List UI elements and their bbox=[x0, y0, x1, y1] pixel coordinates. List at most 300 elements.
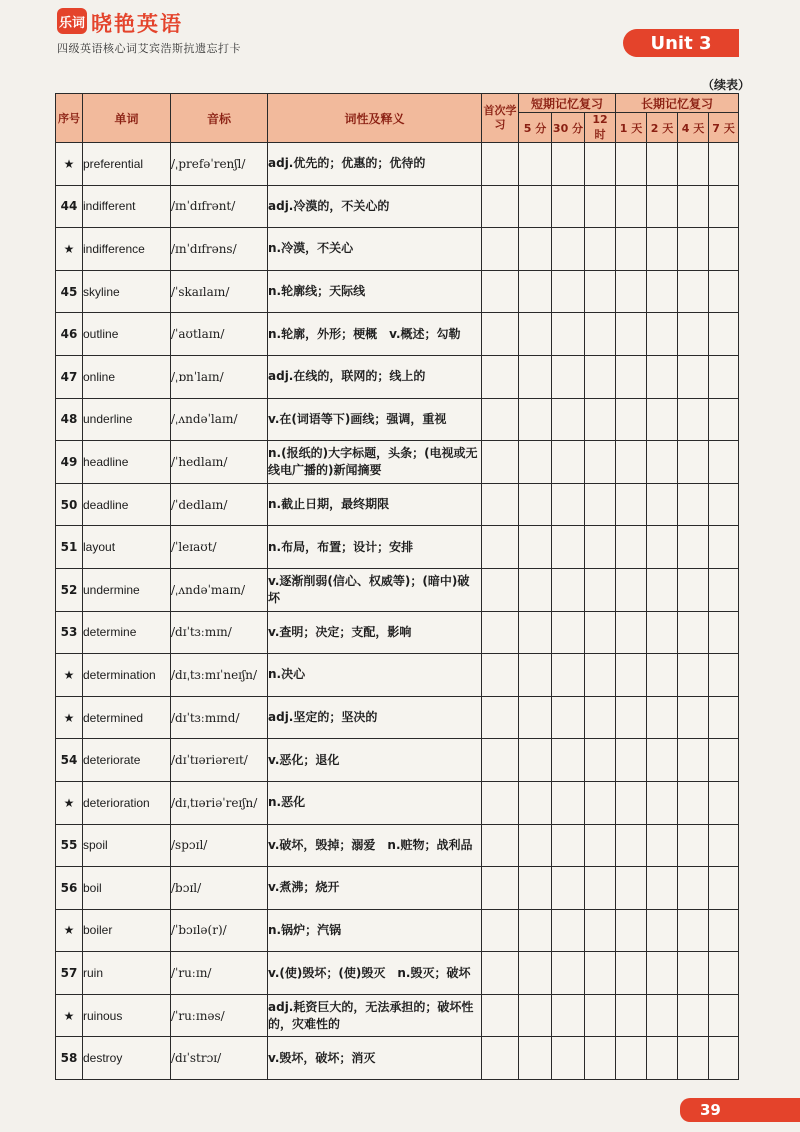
review-checkbox-cell[interactable] bbox=[709, 739, 739, 782]
review-checkbox-cell[interactable] bbox=[552, 143, 585, 186]
row-definition: v.破坏，毁掉；溺爱 n.赃物；战利品 bbox=[268, 824, 482, 867]
review-checkbox-cell[interactable] bbox=[585, 270, 616, 313]
col-header-short-2: 12 时 bbox=[585, 113, 616, 143]
review-checkbox-cell[interactable] bbox=[647, 654, 678, 697]
review-checkbox-cell[interactable] bbox=[647, 739, 678, 782]
review-checkbox-cell[interactable] bbox=[519, 441, 552, 484]
row-definition: v.毁坏，破坏；消灭 bbox=[268, 1037, 482, 1080]
review-checkbox-cell[interactable] bbox=[552, 867, 585, 910]
row-word: underline bbox=[83, 398, 171, 441]
review-checkbox-cell[interactable] bbox=[519, 696, 552, 739]
review-checkbox-cell[interactable] bbox=[585, 143, 616, 186]
review-checkbox-cell[interactable] bbox=[519, 739, 552, 782]
review-checkbox-cell[interactable] bbox=[616, 824, 647, 867]
row-definition: adj.耗资巨大的，无法承担的；破坏性的，灾难性的 bbox=[268, 994, 482, 1037]
review-checkbox-cell[interactable] bbox=[482, 696, 519, 739]
review-checkbox-cell[interactable] bbox=[552, 781, 585, 824]
row-definition: n.轮廓，外形；梗概 v.概述；勾勒 bbox=[268, 313, 482, 356]
review-checkbox-cell[interactable] bbox=[519, 355, 552, 398]
row-word: layout bbox=[83, 526, 171, 569]
review-checkbox-cell[interactable] bbox=[709, 441, 739, 484]
col-header-long-1: 2 天 bbox=[647, 113, 678, 143]
row-definition: v.逐渐削弱(信心、权威等)；(暗中)破坏 bbox=[268, 568, 482, 611]
row-number: ★ bbox=[56, 994, 83, 1037]
review-checkbox-cell[interactable] bbox=[678, 441, 709, 484]
row-definition: n.恶化 bbox=[268, 781, 482, 824]
review-checkbox-cell[interactable] bbox=[709, 867, 739, 910]
row-definition: n.(报纸的)大字标题，头条；(电视或无线电广播的)新闻摘要 bbox=[268, 441, 482, 484]
row-definition: adj.坚定的；坚决的 bbox=[268, 696, 482, 739]
row-definition: v.(使)毁坏；(使)毁灭 n.毁灭；破坏 bbox=[268, 952, 482, 995]
review-checkbox-cell[interactable] bbox=[616, 611, 647, 654]
review-checkbox-cell[interactable] bbox=[585, 526, 616, 569]
col-header-long-review: 长期记忆复习 bbox=[616, 94, 739, 113]
row-number: ★ bbox=[56, 781, 83, 824]
review-checkbox-cell[interactable] bbox=[678, 867, 709, 910]
review-checkbox-cell[interactable] bbox=[678, 526, 709, 569]
review-checkbox-cell[interactable] bbox=[482, 739, 519, 782]
review-checkbox-cell[interactable] bbox=[647, 355, 678, 398]
row-number: 52 bbox=[56, 568, 83, 611]
row-number: ★ bbox=[56, 696, 83, 739]
review-checkbox-cell[interactable] bbox=[519, 143, 552, 186]
row-ipa: /ˌɒnˈlaɪn/ bbox=[171, 355, 268, 398]
review-checkbox-cell[interactable] bbox=[585, 228, 616, 271]
review-checkbox-cell[interactable] bbox=[709, 313, 739, 356]
table-row bbox=[56, 952, 739, 995]
review-checkbox-cell[interactable] bbox=[647, 781, 678, 824]
review-checkbox-cell[interactable] bbox=[709, 909, 739, 952]
row-word: deadline bbox=[83, 483, 171, 526]
review-checkbox-cell[interactable] bbox=[678, 696, 709, 739]
row-number: ★ bbox=[56, 228, 83, 271]
review-checkbox-cell[interactable] bbox=[519, 611, 552, 654]
review-checkbox-cell[interactable] bbox=[519, 781, 552, 824]
row-number: 45 bbox=[56, 270, 83, 313]
review-checkbox-cell[interactable] bbox=[482, 313, 519, 356]
unit-tab: Unit 3 bbox=[623, 29, 739, 57]
row-word: indifferent bbox=[83, 185, 171, 228]
review-checkbox-cell[interactable] bbox=[678, 185, 709, 228]
review-checkbox-cell[interactable] bbox=[647, 143, 678, 186]
review-checkbox-cell[interactable] bbox=[678, 1037, 709, 1080]
review-checkbox-cell[interactable] bbox=[552, 313, 585, 356]
table-row bbox=[56, 824, 739, 867]
review-checkbox-cell[interactable] bbox=[616, 483, 647, 526]
row-number: 51 bbox=[56, 526, 83, 569]
review-checkbox-cell[interactable] bbox=[709, 611, 739, 654]
page-number: 39 bbox=[680, 1098, 800, 1122]
review-checkbox-cell[interactable] bbox=[709, 1037, 739, 1080]
review-checkbox-cell[interactable] bbox=[519, 526, 552, 569]
row-word: determine bbox=[83, 611, 171, 654]
review-checkbox-cell[interactable] bbox=[616, 909, 647, 952]
review-checkbox-cell[interactable] bbox=[519, 824, 552, 867]
row-number: 49 bbox=[56, 441, 83, 484]
review-checkbox-cell[interactable] bbox=[585, 696, 616, 739]
review-checkbox-cell[interactable] bbox=[709, 143, 739, 186]
review-checkbox-cell[interactable] bbox=[585, 867, 616, 910]
review-checkbox-cell[interactable] bbox=[616, 441, 647, 484]
table-row bbox=[56, 483, 739, 526]
row-definition: n.截止日期，最终期限 bbox=[268, 483, 482, 526]
review-checkbox-cell[interactable] bbox=[616, 952, 647, 995]
review-checkbox-cell[interactable] bbox=[585, 568, 616, 611]
review-checkbox-cell[interactable] bbox=[482, 270, 519, 313]
row-ipa: /ˈruːɪn/ bbox=[171, 952, 268, 995]
review-checkbox-cell[interactable] bbox=[585, 952, 616, 995]
review-checkbox-cell[interactable] bbox=[709, 398, 739, 441]
review-checkbox-cell[interactable] bbox=[552, 696, 585, 739]
review-checkbox-cell[interactable] bbox=[482, 824, 519, 867]
review-checkbox-cell[interactable] bbox=[519, 228, 552, 271]
review-checkbox-cell[interactable] bbox=[482, 185, 519, 228]
row-number: 57 bbox=[56, 952, 83, 995]
row-definition: v.查明；决定；支配，影响 bbox=[268, 611, 482, 654]
review-checkbox-cell[interactable] bbox=[482, 781, 519, 824]
review-checkbox-cell[interactable] bbox=[585, 739, 616, 782]
review-checkbox-cell[interactable] bbox=[585, 1037, 616, 1080]
table-row bbox=[56, 526, 739, 569]
review-checkbox-cell[interactable] bbox=[552, 994, 585, 1037]
row-number: ★ bbox=[56, 143, 83, 186]
review-checkbox-cell[interactable] bbox=[678, 952, 709, 995]
row-ipa: /bɔɪl/ bbox=[171, 867, 268, 910]
table-row bbox=[56, 398, 739, 441]
review-checkbox-cell[interactable] bbox=[616, 696, 647, 739]
review-checkbox-cell[interactable] bbox=[647, 228, 678, 271]
review-checkbox-cell[interactable] bbox=[616, 526, 647, 569]
row-ipa: /ɪnˈdɪfrəns/ bbox=[171, 228, 268, 271]
row-definition: v.煮沸；烧开 bbox=[268, 867, 482, 910]
review-checkbox-cell[interactable] bbox=[552, 526, 585, 569]
review-checkbox-cell[interactable] bbox=[482, 526, 519, 569]
review-checkbox-cell[interactable] bbox=[616, 228, 647, 271]
review-checkbox-cell[interactable] bbox=[519, 398, 552, 441]
row-definition: v.在(词语等下)画线；强调，重视 bbox=[268, 398, 482, 441]
review-checkbox-cell[interactable] bbox=[519, 654, 552, 697]
review-checkbox-cell[interactable] bbox=[519, 483, 552, 526]
review-checkbox-cell[interactable] bbox=[519, 313, 552, 356]
review-checkbox-cell[interactable] bbox=[709, 483, 739, 526]
review-checkbox-cell[interactable] bbox=[647, 483, 678, 526]
review-checkbox-cell[interactable] bbox=[709, 824, 739, 867]
review-checkbox-cell[interactable] bbox=[585, 313, 616, 356]
review-checkbox-cell[interactable] bbox=[519, 568, 552, 611]
table-row bbox=[56, 143, 739, 186]
row-ipa: /ˈskaɪlaɪn/ bbox=[171, 270, 268, 313]
review-checkbox-cell[interactable] bbox=[552, 483, 585, 526]
review-checkbox-cell[interactable] bbox=[709, 696, 739, 739]
review-checkbox-cell[interactable] bbox=[552, 909, 585, 952]
row-word: spoil bbox=[83, 824, 171, 867]
col-header-long-0: 1 天 bbox=[616, 113, 647, 143]
row-word: indifference bbox=[83, 228, 171, 271]
col-header-long-3: 7 天 bbox=[709, 113, 739, 143]
table-row bbox=[56, 568, 739, 611]
review-checkbox-cell[interactable] bbox=[616, 781, 647, 824]
table-row bbox=[56, 228, 739, 271]
review-checkbox-cell[interactable] bbox=[647, 185, 678, 228]
review-checkbox-cell[interactable] bbox=[585, 185, 616, 228]
review-checkbox-cell[interactable] bbox=[678, 824, 709, 867]
row-word: deterioration bbox=[83, 781, 171, 824]
table-row bbox=[56, 1037, 739, 1080]
table-row bbox=[56, 441, 739, 484]
table-row bbox=[56, 739, 739, 782]
review-checkbox-cell[interactable] bbox=[647, 526, 678, 569]
review-checkbox-cell[interactable] bbox=[709, 994, 739, 1037]
review-checkbox-cell[interactable] bbox=[552, 185, 585, 228]
row-ipa: /dɪˈtɜːmɪnd/ bbox=[171, 696, 268, 739]
row-ipa: /dɪˌtɪəriəˈreɪʃn/ bbox=[171, 781, 268, 824]
review-checkbox-cell[interactable] bbox=[519, 185, 552, 228]
review-checkbox-cell[interactable] bbox=[647, 994, 678, 1037]
table-row bbox=[56, 909, 739, 952]
review-checkbox-cell[interactable] bbox=[519, 270, 552, 313]
page-header bbox=[55, 6, 785, 55]
row-ipa: /dɪˈtɜːmɪn/ bbox=[171, 611, 268, 654]
col-header-ipa: 音标 bbox=[171, 94, 268, 143]
review-checkbox-cell[interactable] bbox=[552, 398, 585, 441]
row-number: 46 bbox=[56, 313, 83, 356]
review-checkbox-cell[interactable] bbox=[482, 355, 519, 398]
review-checkbox-cell[interactable] bbox=[482, 952, 519, 995]
row-number: 56 bbox=[56, 867, 83, 910]
row-ipa: /ˈruːɪnəs/ bbox=[171, 994, 268, 1037]
row-ipa: /dɪˈtɪəriəreɪt/ bbox=[171, 739, 268, 782]
review-checkbox-cell[interactable] bbox=[647, 313, 678, 356]
review-checkbox-cell[interactable] bbox=[519, 909, 552, 952]
review-checkbox-cell[interactable] bbox=[482, 398, 519, 441]
review-checkbox-cell[interactable] bbox=[552, 654, 585, 697]
col-header-word: 单词 bbox=[83, 94, 171, 143]
col-header-first-study: 首次学习 bbox=[482, 94, 519, 143]
review-checkbox-cell[interactable] bbox=[585, 654, 616, 697]
review-checkbox-cell[interactable] bbox=[482, 568, 519, 611]
row-ipa: /dɪˌtɜːmɪˈneɪʃn/ bbox=[171, 654, 268, 697]
row-word: boil bbox=[83, 867, 171, 910]
review-checkbox-cell[interactable] bbox=[616, 355, 647, 398]
review-checkbox-cell[interactable] bbox=[585, 483, 616, 526]
book-subtitle: 四级英语核心词艾宾浩斯抗遗忘打卡 bbox=[57, 42, 241, 55]
review-checkbox-cell[interactable] bbox=[709, 228, 739, 271]
review-checkbox-cell[interactable] bbox=[585, 441, 616, 484]
review-checkbox-cell[interactable] bbox=[482, 1037, 519, 1080]
review-checkbox-cell[interactable] bbox=[482, 228, 519, 271]
review-checkbox-cell[interactable] bbox=[585, 398, 616, 441]
row-number: ★ bbox=[56, 909, 83, 952]
table-row bbox=[56, 654, 739, 697]
row-ipa: /ˈaʊtlaɪn/ bbox=[171, 313, 268, 356]
review-checkbox-cell[interactable] bbox=[647, 909, 678, 952]
review-checkbox-cell[interactable] bbox=[552, 228, 585, 271]
table-row bbox=[56, 313, 739, 356]
review-checkbox-cell[interactable] bbox=[709, 185, 739, 228]
row-definition: n.布局，布置；设计；安排 bbox=[268, 526, 482, 569]
review-checkbox-cell[interactable] bbox=[647, 824, 678, 867]
review-checkbox-cell[interactable] bbox=[616, 398, 647, 441]
review-checkbox-cell[interactable] bbox=[552, 568, 585, 611]
review-checkbox-cell[interactable] bbox=[482, 143, 519, 186]
review-checkbox-cell[interactable] bbox=[482, 483, 519, 526]
row-ipa: /ˈleɪaʊt/ bbox=[171, 526, 268, 569]
review-checkbox-cell[interactable] bbox=[647, 398, 678, 441]
col-header-short-review: 短期记忆复习 bbox=[519, 94, 616, 113]
row-word: undermine bbox=[83, 568, 171, 611]
row-definition: n.决心 bbox=[268, 654, 482, 697]
review-checkbox-cell[interactable] bbox=[616, 568, 647, 611]
review-checkbox-cell[interactable] bbox=[678, 909, 709, 952]
row-ipa: /ˈdedlaɪn/ bbox=[171, 483, 268, 526]
review-checkbox-cell[interactable] bbox=[585, 824, 616, 867]
review-checkbox-cell[interactable] bbox=[647, 270, 678, 313]
review-checkbox-cell[interactable] bbox=[647, 952, 678, 995]
review-checkbox-cell[interactable] bbox=[585, 909, 616, 952]
review-checkbox-cell[interactable] bbox=[709, 355, 739, 398]
col-header-definition: 词性及释义 bbox=[268, 94, 482, 143]
row-definition: n.轮廓线；天际线 bbox=[268, 270, 482, 313]
review-checkbox-cell[interactable] bbox=[709, 654, 739, 697]
row-word: ruin bbox=[83, 952, 171, 995]
row-number: 53 bbox=[56, 611, 83, 654]
review-checkbox-cell[interactable] bbox=[678, 781, 709, 824]
review-checkbox-cell[interactable] bbox=[585, 611, 616, 654]
row-definition: adj.冷漠的，不关心的 bbox=[268, 185, 482, 228]
col-header-num: 序号 bbox=[56, 94, 83, 143]
review-checkbox-cell[interactable] bbox=[519, 867, 552, 910]
row-number: 55 bbox=[56, 824, 83, 867]
review-checkbox-cell[interactable] bbox=[552, 441, 585, 484]
row-number: 48 bbox=[56, 398, 83, 441]
review-checkbox-cell[interactable] bbox=[678, 611, 709, 654]
review-checkbox-cell[interactable] bbox=[519, 1037, 552, 1080]
row-number: 54 bbox=[56, 739, 83, 782]
review-checkbox-cell[interactable] bbox=[678, 483, 709, 526]
review-checkbox-cell[interactable] bbox=[616, 654, 647, 697]
row-ipa: /ˈbɔɪlə(r)/ bbox=[171, 909, 268, 952]
review-checkbox-cell[interactable] bbox=[585, 994, 616, 1037]
review-checkbox-cell[interactable] bbox=[482, 611, 519, 654]
review-checkbox-cell[interactable] bbox=[709, 568, 739, 611]
review-checkbox-cell[interactable] bbox=[678, 568, 709, 611]
review-checkbox-cell[interactable] bbox=[616, 739, 647, 782]
row-word: destroy bbox=[83, 1037, 171, 1080]
table-continued-note: （续表） bbox=[701, 78, 750, 92]
row-number: 44 bbox=[56, 185, 83, 228]
review-checkbox-cell[interactable] bbox=[647, 441, 678, 484]
brand-logo: 乐词 bbox=[57, 8, 87, 34]
row-word: determination bbox=[83, 654, 171, 697]
row-definition: v.恶化；退化 bbox=[268, 739, 482, 782]
row-ipa: /ˌʌndəˈmaɪn/ bbox=[171, 568, 268, 611]
row-definition: adj.在线的，联网的；线上的 bbox=[268, 355, 482, 398]
row-word: deteriorate bbox=[83, 739, 171, 782]
review-checkbox-cell[interactable] bbox=[482, 994, 519, 1037]
review-checkbox-cell[interactable] bbox=[552, 739, 585, 782]
review-checkbox-cell[interactable] bbox=[678, 994, 709, 1037]
table-row bbox=[56, 994, 739, 1037]
review-checkbox-cell[interactable] bbox=[482, 654, 519, 697]
review-checkbox-cell[interactable] bbox=[678, 654, 709, 697]
review-checkbox-cell[interactable] bbox=[616, 994, 647, 1037]
row-word: ruinous bbox=[83, 994, 171, 1037]
review-checkbox-cell[interactable] bbox=[616, 185, 647, 228]
review-checkbox-cell[interactable] bbox=[552, 270, 585, 313]
review-checkbox-cell[interactable] bbox=[647, 568, 678, 611]
table-row bbox=[56, 611, 739, 654]
review-checkbox-cell[interactable] bbox=[647, 867, 678, 910]
review-checkbox-cell[interactable] bbox=[678, 313, 709, 356]
review-checkbox-cell[interactable] bbox=[585, 781, 616, 824]
review-checkbox-cell[interactable] bbox=[552, 611, 585, 654]
review-checkbox-cell[interactable] bbox=[678, 398, 709, 441]
review-checkbox-cell[interactable] bbox=[552, 952, 585, 995]
review-checkbox-cell[interactable] bbox=[709, 270, 739, 313]
row-definition: n.冷漠，不关心 bbox=[268, 228, 482, 271]
review-checkbox-cell[interactable] bbox=[482, 867, 519, 910]
review-checkbox-cell[interactable] bbox=[616, 313, 647, 356]
row-word: determined bbox=[83, 696, 171, 739]
table-row bbox=[56, 867, 739, 910]
review-checkbox-cell[interactable] bbox=[552, 355, 585, 398]
review-checkbox-cell[interactable] bbox=[519, 952, 552, 995]
row-number: 50 bbox=[56, 483, 83, 526]
review-checkbox-cell[interactable] bbox=[519, 994, 552, 1037]
review-checkbox-cell[interactable] bbox=[482, 441, 519, 484]
row-ipa: /ˌʌndəˈlaɪn/ bbox=[171, 398, 268, 441]
row-word: preferential bbox=[83, 143, 171, 186]
review-checkbox-cell[interactable] bbox=[678, 355, 709, 398]
review-checkbox-cell[interactable] bbox=[678, 143, 709, 186]
row-word: online bbox=[83, 355, 171, 398]
row-word: outline bbox=[83, 313, 171, 356]
review-checkbox-cell[interactable] bbox=[678, 270, 709, 313]
review-checkbox-cell[interactable] bbox=[709, 952, 739, 995]
row-word: headline bbox=[83, 441, 171, 484]
review-checkbox-cell[interactable] bbox=[616, 1037, 647, 1080]
review-checkbox-cell[interactable] bbox=[616, 867, 647, 910]
review-checkbox-cell[interactable] bbox=[678, 228, 709, 271]
table-row bbox=[56, 355, 739, 398]
review-checkbox-cell[interactable] bbox=[552, 1037, 585, 1080]
row-number: 47 bbox=[56, 355, 83, 398]
row-word: boiler bbox=[83, 909, 171, 952]
row-definition: n.锅炉；汽锅 bbox=[268, 909, 482, 952]
review-checkbox-cell[interactable] bbox=[482, 909, 519, 952]
row-ipa: /ˈhedlaɪn/ bbox=[171, 441, 268, 484]
col-header-short-1: 30 分 bbox=[552, 113, 585, 143]
review-checkbox-cell[interactable] bbox=[678, 739, 709, 782]
row-ipa: /spɔɪl/ bbox=[171, 824, 268, 867]
row-number: 58 bbox=[56, 1037, 83, 1080]
review-checkbox-cell[interactable] bbox=[709, 781, 739, 824]
review-checkbox-cell[interactable] bbox=[552, 824, 585, 867]
review-checkbox-cell[interactable] bbox=[647, 611, 678, 654]
table-row bbox=[56, 781, 739, 824]
review-checkbox-cell[interactable] bbox=[585, 355, 616, 398]
table-row bbox=[56, 696, 739, 739]
col-header-long-2: 4 天 bbox=[678, 113, 709, 143]
row-word: skyline bbox=[83, 270, 171, 313]
vocab-table bbox=[55, 93, 739, 1080]
row-ipa: /ɪnˈdɪfrənt/ bbox=[171, 185, 268, 228]
review-checkbox-cell[interactable] bbox=[709, 526, 739, 569]
review-checkbox-cell[interactable] bbox=[616, 270, 647, 313]
review-checkbox-cell[interactable] bbox=[647, 1037, 678, 1080]
review-checkbox-cell[interactable] bbox=[647, 696, 678, 739]
review-checkbox-cell[interactable] bbox=[616, 143, 647, 186]
